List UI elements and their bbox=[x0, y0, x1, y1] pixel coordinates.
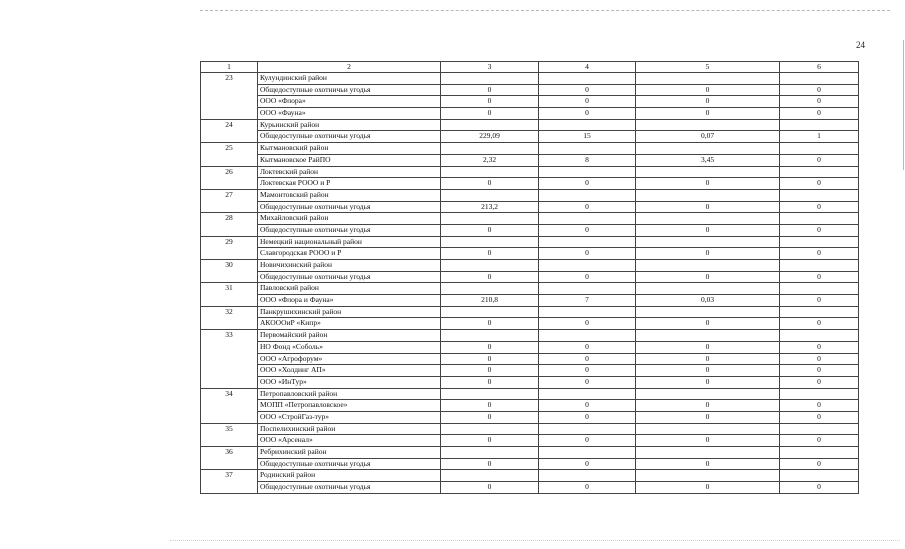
district-row bbox=[201, 388, 859, 400]
table-row bbox=[201, 295, 859, 307]
empty-cell bbox=[539, 189, 636, 201]
empty-cell bbox=[539, 73, 636, 85]
value-col-5: 0 bbox=[636, 178, 780, 190]
table-row bbox=[201, 365, 859, 377]
user-name: Кытмановское РайПО bbox=[258, 154, 441, 166]
value-col-5: 0 bbox=[636, 96, 780, 108]
value-col-3: 0 bbox=[441, 365, 539, 377]
district-number: 33 bbox=[201, 330, 258, 388]
empty-cell bbox=[780, 388, 859, 400]
value-col-5: 0,07 bbox=[636, 131, 780, 143]
table-row bbox=[201, 154, 859, 166]
user-name: Общедоступные охотничьи угодья bbox=[258, 458, 441, 470]
empty-cell bbox=[441, 213, 539, 225]
value-col-4: 0 bbox=[539, 435, 636, 447]
district-name: Ребрихинский район bbox=[258, 447, 441, 459]
value-col-5: 0 bbox=[636, 224, 780, 236]
value-col-4: 0 bbox=[539, 248, 636, 260]
district-row bbox=[201, 73, 859, 85]
value-col-3: 0 bbox=[441, 96, 539, 108]
district-name: Павловский район bbox=[258, 283, 441, 295]
table-row bbox=[201, 131, 859, 143]
empty-cell bbox=[539, 143, 636, 155]
value-col-3: 0 bbox=[441, 458, 539, 470]
district-number: 23 bbox=[201, 73, 258, 120]
empty-cell bbox=[539, 283, 636, 295]
empty-cell bbox=[539, 213, 636, 225]
value-col-6: 0 bbox=[780, 84, 859, 96]
district-row bbox=[201, 119, 859, 131]
table-row bbox=[201, 84, 859, 96]
table-row bbox=[201, 108, 859, 120]
empty-cell bbox=[441, 283, 539, 295]
empty-cell bbox=[539, 447, 636, 459]
user-name: Общедоступные охотничьи угодья bbox=[258, 271, 441, 283]
district-number: 29 bbox=[201, 236, 258, 259]
empty-cell bbox=[539, 260, 636, 272]
value-col-3: 0 bbox=[441, 341, 539, 353]
district-name: Поспелихинский район bbox=[258, 423, 441, 435]
value-col-6: 0 bbox=[780, 376, 859, 388]
empty-cell bbox=[780, 260, 859, 272]
value-col-4: 0 bbox=[539, 353, 636, 365]
value-col-6: 0 bbox=[780, 295, 859, 307]
empty-cell bbox=[539, 119, 636, 131]
value-col-5: 0 bbox=[636, 376, 780, 388]
column-number-4: 4 bbox=[539, 62, 636, 73]
value-col-5: 0 bbox=[636, 108, 780, 120]
empty-cell bbox=[636, 73, 780, 85]
empty-cell bbox=[636, 213, 780, 225]
table-body bbox=[201, 62, 859, 494]
value-col-4: 0 bbox=[539, 458, 636, 470]
value-col-6: 0 bbox=[780, 178, 859, 190]
table-header-row bbox=[201, 62, 859, 73]
value-col-4: 0 bbox=[539, 482, 636, 494]
empty-cell bbox=[780, 143, 859, 155]
district-number: 28 bbox=[201, 213, 258, 236]
table-row bbox=[201, 271, 859, 283]
value-col-3: 0 bbox=[441, 400, 539, 412]
district-name: Локтевский район bbox=[258, 166, 441, 178]
district-row bbox=[201, 447, 859, 459]
district-name: Кулундинский район bbox=[258, 73, 441, 85]
value-col-3: 0 bbox=[441, 318, 539, 330]
empty-cell bbox=[780, 119, 859, 131]
value-col-5: 0 bbox=[636, 435, 780, 447]
empty-cell bbox=[636, 166, 780, 178]
district-number: 31 bbox=[201, 283, 258, 306]
value-col-6: 0 bbox=[780, 318, 859, 330]
empty-cell bbox=[780, 447, 859, 459]
value-col-4: 0 bbox=[539, 341, 636, 353]
user-name: ООО «Флора и Фауна» bbox=[258, 295, 441, 307]
district-number: 24 bbox=[201, 119, 258, 142]
value-col-3: 0 bbox=[441, 271, 539, 283]
empty-cell bbox=[441, 306, 539, 318]
table-row bbox=[201, 458, 859, 470]
value-col-6: 0 bbox=[780, 353, 859, 365]
district-number: 27 bbox=[201, 189, 258, 212]
district-name: Новичихинский район bbox=[258, 260, 441, 272]
user-name: ООО «Агрофорум» bbox=[258, 353, 441, 365]
district-name: Петропавловский район bbox=[258, 388, 441, 400]
value-col-3: 0 bbox=[441, 353, 539, 365]
scan-top-edge bbox=[200, 10, 890, 11]
empty-cell bbox=[636, 283, 780, 295]
value-col-3: 0 bbox=[441, 178, 539, 190]
empty-cell bbox=[780, 423, 859, 435]
column-number-3: 3 bbox=[441, 62, 539, 73]
value-col-6: 0 bbox=[780, 96, 859, 108]
district-row bbox=[201, 166, 859, 178]
user-name: Общедоступные охотничьи угодья bbox=[258, 131, 441, 143]
table-row bbox=[201, 96, 859, 108]
empty-cell bbox=[636, 423, 780, 435]
empty-cell bbox=[636, 236, 780, 248]
district-row bbox=[201, 143, 859, 155]
empty-cell bbox=[539, 166, 636, 178]
empty-cell bbox=[539, 423, 636, 435]
district-number: 26 bbox=[201, 166, 258, 189]
empty-cell bbox=[636, 143, 780, 155]
empty-cell bbox=[780, 213, 859, 225]
value-col-3: 0 bbox=[441, 84, 539, 96]
user-name: ООО «ИнТур» bbox=[258, 376, 441, 388]
value-col-6: 0 bbox=[780, 400, 859, 412]
value-col-4: 0 bbox=[539, 271, 636, 283]
table-row bbox=[201, 224, 859, 236]
value-col-5: 3,45 bbox=[636, 154, 780, 166]
column-number-1: 1 bbox=[201, 62, 258, 73]
value-col-3: 2,32 bbox=[441, 154, 539, 166]
district-number: 35 bbox=[201, 423, 258, 446]
value-col-6: 0 bbox=[780, 224, 859, 236]
value-col-5: 0 bbox=[636, 318, 780, 330]
value-col-3: 0 bbox=[441, 411, 539, 423]
value-col-5: 0 bbox=[636, 201, 780, 213]
value-col-6: 0 bbox=[780, 341, 859, 353]
empty-cell bbox=[636, 260, 780, 272]
value-col-5: 0 bbox=[636, 84, 780, 96]
empty-cell bbox=[441, 423, 539, 435]
value-col-4: 0 bbox=[539, 400, 636, 412]
value-col-4: 0 bbox=[539, 318, 636, 330]
user-name: Общедоступные охотничьи угодья bbox=[258, 482, 441, 494]
table-row bbox=[201, 376, 859, 388]
scan-bottom-edge bbox=[170, 540, 900, 541]
value-col-6: 0 bbox=[780, 365, 859, 377]
value-col-4: 7 bbox=[539, 295, 636, 307]
value-col-6: 0 bbox=[780, 201, 859, 213]
user-name: ООО «Фауна» bbox=[258, 108, 441, 120]
table-row bbox=[201, 411, 859, 423]
district-name: Первомайский район bbox=[258, 330, 441, 342]
page-number: 24 bbox=[856, 40, 865, 50]
table-row bbox=[201, 482, 859, 494]
value-col-4: 0 bbox=[539, 411, 636, 423]
value-col-4: 0 bbox=[539, 224, 636, 236]
hunting-grounds-table bbox=[200, 61, 859, 494]
column-number-6: 6 bbox=[780, 62, 859, 73]
value-col-5: 0 bbox=[636, 482, 780, 494]
district-name: Родинский район bbox=[258, 470, 441, 482]
value-col-5: 0 bbox=[636, 365, 780, 377]
empty-cell bbox=[441, 470, 539, 482]
empty-cell bbox=[441, 119, 539, 131]
empty-cell bbox=[780, 330, 859, 342]
empty-cell bbox=[636, 119, 780, 131]
value-col-4: 0 bbox=[539, 178, 636, 190]
table-row bbox=[201, 353, 859, 365]
empty-cell bbox=[780, 166, 859, 178]
table-row bbox=[201, 400, 859, 412]
user-name: НО Фонд «Соболь» bbox=[258, 341, 441, 353]
district-name: Кытмановский район bbox=[258, 143, 441, 155]
value-col-5: 0 bbox=[636, 458, 780, 470]
empty-cell bbox=[636, 189, 780, 201]
empty-cell bbox=[441, 143, 539, 155]
value-col-4: 0 bbox=[539, 108, 636, 120]
table-row bbox=[201, 341, 859, 353]
user-name: МОПП «Петропавловское» bbox=[258, 400, 441, 412]
district-row bbox=[201, 283, 859, 295]
value-col-6: 0 bbox=[780, 248, 859, 260]
table-row bbox=[201, 435, 859, 447]
value-col-4: 0 bbox=[539, 201, 636, 213]
district-name: Михайловский район bbox=[258, 213, 441, 225]
empty-cell bbox=[539, 306, 636, 318]
column-number-5: 5 bbox=[636, 62, 780, 73]
empty-cell bbox=[441, 260, 539, 272]
value-col-3: 213,2 bbox=[441, 201, 539, 213]
user-name: Общедоступные охотничьи угодья bbox=[258, 201, 441, 213]
empty-cell bbox=[441, 236, 539, 248]
table-row bbox=[201, 248, 859, 260]
user-name: Локтевская РООО и Р bbox=[258, 178, 441, 190]
empty-cell bbox=[636, 470, 780, 482]
user-name: Общедоступные охотничьи угодья bbox=[258, 224, 441, 236]
district-number: 25 bbox=[201, 143, 258, 166]
empty-cell bbox=[441, 73, 539, 85]
user-name: АКОООиР «Кипр» bbox=[258, 318, 441, 330]
value-col-6: 0 bbox=[780, 458, 859, 470]
user-name: ООО «Арсенал» bbox=[258, 435, 441, 447]
value-col-6: 0 bbox=[780, 482, 859, 494]
table-row bbox=[201, 318, 859, 330]
user-name: Славгородская РООО и Р bbox=[258, 248, 441, 260]
user-name: ООО «СтройГаз-тур» bbox=[258, 411, 441, 423]
value-col-4: 0 bbox=[539, 376, 636, 388]
district-row bbox=[201, 236, 859, 248]
value-col-3: 0 bbox=[441, 248, 539, 260]
value-col-6: 0 bbox=[780, 411, 859, 423]
empty-cell bbox=[636, 388, 780, 400]
empty-cell bbox=[441, 166, 539, 178]
empty-cell bbox=[441, 330, 539, 342]
empty-cell bbox=[636, 306, 780, 318]
district-name: Мамонтовский район bbox=[258, 189, 441, 201]
value-col-4: 0 bbox=[539, 365, 636, 377]
district-number: 32 bbox=[201, 306, 258, 329]
value-col-5: 0 bbox=[636, 400, 780, 412]
value-col-5: 0 bbox=[636, 248, 780, 260]
empty-cell bbox=[780, 73, 859, 85]
value-col-6: 0 bbox=[780, 271, 859, 283]
value-col-4: 8 bbox=[539, 154, 636, 166]
value-col-3: 0 bbox=[441, 108, 539, 120]
district-row bbox=[201, 189, 859, 201]
empty-cell bbox=[780, 306, 859, 318]
value-col-6: 0 bbox=[780, 108, 859, 120]
value-col-3: 0 bbox=[441, 224, 539, 236]
value-col-3: 0 bbox=[441, 482, 539, 494]
empty-cell bbox=[441, 189, 539, 201]
value-col-3: 0 bbox=[441, 376, 539, 388]
empty-cell bbox=[780, 470, 859, 482]
table-row bbox=[201, 201, 859, 213]
empty-cell bbox=[780, 189, 859, 201]
empty-cell bbox=[539, 470, 636, 482]
district-row bbox=[201, 470, 859, 482]
district-name: Немецкий национальный район bbox=[258, 236, 441, 248]
user-name: Общедоступные охотничьи угодья bbox=[258, 84, 441, 96]
value-col-5: 0,03 bbox=[636, 295, 780, 307]
empty-cell bbox=[539, 236, 636, 248]
empty-cell bbox=[441, 388, 539, 400]
column-number-2: 2 bbox=[258, 62, 441, 73]
district-row bbox=[201, 423, 859, 435]
district-number: 36 bbox=[201, 447, 258, 470]
district-number: 34 bbox=[201, 388, 258, 423]
value-col-4: 15 bbox=[539, 131, 636, 143]
value-col-6: 0 bbox=[780, 154, 859, 166]
value-col-3: 0 bbox=[441, 435, 539, 447]
value-col-6: 1 bbox=[780, 131, 859, 143]
district-number: 37 bbox=[201, 470, 258, 493]
district-number: 30 bbox=[201, 260, 258, 283]
empty-cell bbox=[539, 388, 636, 400]
district-row bbox=[201, 330, 859, 342]
empty-cell bbox=[441, 447, 539, 459]
user-name: ООО «Флора» bbox=[258, 96, 441, 108]
district-name: Курьинский район bbox=[258, 119, 441, 131]
district-row bbox=[201, 260, 859, 272]
user-name: ООО «Холдинг АП» bbox=[258, 365, 441, 377]
scan-right-edge bbox=[903, 40, 904, 170]
value-col-3: 229,09 bbox=[441, 131, 539, 143]
value-col-4: 0 bbox=[539, 84, 636, 96]
district-name: Панкрушихинский район bbox=[258, 306, 441, 318]
table-row bbox=[201, 178, 859, 190]
empty-cell bbox=[636, 447, 780, 459]
empty-cell bbox=[780, 236, 859, 248]
value-col-5: 0 bbox=[636, 353, 780, 365]
district-row bbox=[201, 213, 859, 225]
value-col-5: 0 bbox=[636, 411, 780, 423]
value-col-3: 210,8 bbox=[441, 295, 539, 307]
value-col-5: 0 bbox=[636, 341, 780, 353]
district-row bbox=[201, 306, 859, 318]
empty-cell bbox=[539, 330, 636, 342]
empty-cell bbox=[780, 283, 859, 295]
value-col-6: 0 bbox=[780, 435, 859, 447]
value-col-5: 0 bbox=[636, 271, 780, 283]
value-col-4: 0 bbox=[539, 96, 636, 108]
empty-cell bbox=[636, 330, 780, 342]
